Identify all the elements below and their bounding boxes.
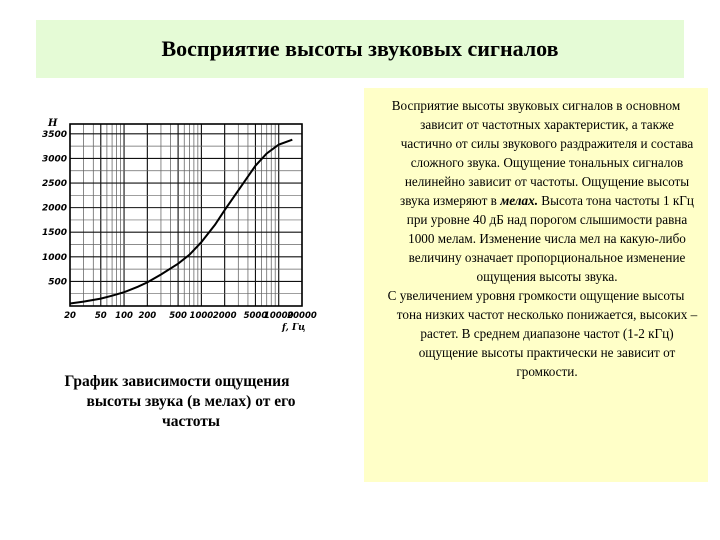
x-tick-label: 1000 (189, 311, 214, 321)
x-tick-label: 50 (94, 311, 107, 321)
y-tick-label: 1000 (41, 252, 67, 263)
x-axis-label: f, Гц (282, 323, 306, 332)
pitch-chart-svg (36, 110, 318, 332)
plot-frame (70, 124, 302, 306)
y-axis-label: Н (48, 118, 58, 129)
y-tick-label: 3000 (41, 154, 67, 165)
x-tick-label: 2000 (212, 311, 237, 321)
chart-caption: График зависимости ощущения высоты звука (в мелах) от его частоты (64, 373, 296, 430)
x-tick-label: 20000 (287, 311, 317, 321)
x-tick-label: 10000 (263, 311, 294, 321)
y-tick-label: 500 (48, 277, 67, 288)
paragraph-1 (374, 96, 698, 286)
title-banner (36, 20, 684, 78)
y-tick-label: 1500 (41, 228, 67, 239)
pitch-chart (36, 110, 318, 332)
x-tick-label: 100 (115, 311, 133, 321)
x-tick-label: 200 (138, 311, 157, 321)
paragraph-1-part1: Восприятие высоты звуковых сигналов в основном зависит от частотных характеристик, а также частично от силы звукового раздражителя и состава сложного звука. Ощущение тональных сигналов нелинейно зависит от частоты. Ощущение высоты звука измеряют в (391, 98, 694, 208)
x-tick-label: 5000 (243, 311, 268, 321)
y-tick-label: 2000 (41, 203, 67, 214)
description-box (364, 88, 708, 482)
x-tick-label: 20 (64, 311, 76, 321)
y-tick-label: 3500 (41, 129, 67, 140)
mel-term: мелах. (500, 193, 538, 208)
x-tick-label: 500 (169, 311, 187, 321)
paragraph-2: С увеличением уровня громкости ощущение высоты тона низких частот несколько понижается, высоких – растет. В среднем диапазоне частот (1-2 кГц) ощущение высоты практически не зависит от громкости. (387, 288, 698, 379)
slide-title: Восприятие высоты звуковых сигналов (161, 36, 559, 61)
series-line (70, 140, 292, 304)
y-tick-label: 2500 (41, 179, 67, 190)
paragraph-1-part2: Высота тона частоты 1 кГц при уровне 40 дБ над порогом слышимости равна 1000 мелам. Изменение числа мел на какую-либо величину означает пропорциональное изменение ощущения высоты звука. (406, 193, 694, 284)
